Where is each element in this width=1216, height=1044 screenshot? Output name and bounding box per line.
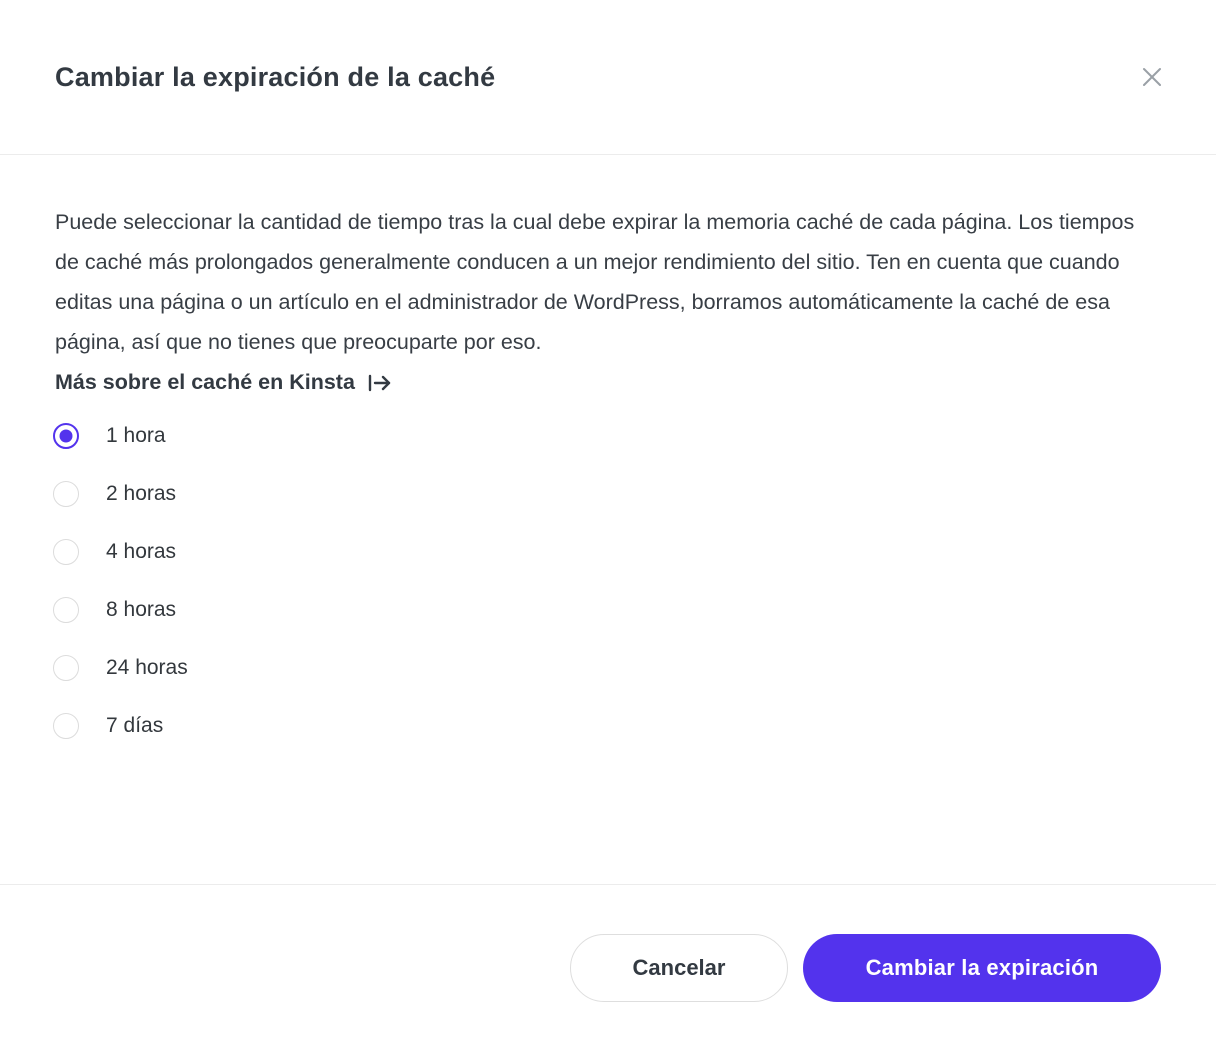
confirm-change-expiration-button[interactable]: Cambiar la expiración (803, 934, 1161, 1002)
close-button[interactable] (1137, 62, 1167, 92)
bar-arrow-right-icon (368, 372, 392, 392)
radio-option-4-horas[interactable] (53, 539, 176, 565)
radio-label: 8 horas (106, 598, 177, 621)
radio-option-1-hora[interactable] (53, 423, 166, 449)
modal-body (0, 155, 1216, 884)
radio-icon (53, 481, 79, 507)
cache-expiration-description: Puede seleccionar la cantidad de tiempo tras la cual debe expirar la memoria caché de cada página. Los tiempos de caché más prolongados generalmente conducen a un mejor rendimiento del sitio. Ten en cuenta que cuando editas una página o un artículo en el administrador de WordPress, borramos automáticamente la caché de esa página, así que no tienes que preocuparte por eso. (55, 210, 1135, 354)
cancel-button[interactable]: Cancelar (570, 934, 788, 1002)
radio-icon (53, 655, 79, 681)
radio-icon (53, 539, 79, 565)
radio-icon (53, 423, 79, 449)
radio-option-2-horas[interactable] (53, 481, 176, 507)
modal-footer (0, 884, 1216, 1044)
radio-icon (53, 713, 79, 739)
radio-label: 2 horas (106, 482, 177, 505)
radio-label: 7 días (106, 714, 164, 737)
radio-option-7-dias[interactable] (53, 713, 163, 739)
modal-title: Cambiar la expiración de la caché (55, 61, 496, 92)
modal-header (0, 0, 1216, 155)
learn-more-label: Más sobre el caché en Kinsta (55, 370, 355, 394)
expiration-options (53, 423, 1156, 739)
radio-option-24-horas[interactable] (53, 655, 188, 681)
radio-label: 4 horas (106, 540, 177, 563)
radio-label: 1 hora (106, 424, 166, 447)
radio-icon (53, 597, 79, 623)
close-icon (1140, 65, 1164, 89)
radio-option-8-horas[interactable] (53, 597, 176, 623)
radio-label: 24 horas (106, 656, 188, 679)
learn-more-link[interactable] (55, 362, 392, 402)
